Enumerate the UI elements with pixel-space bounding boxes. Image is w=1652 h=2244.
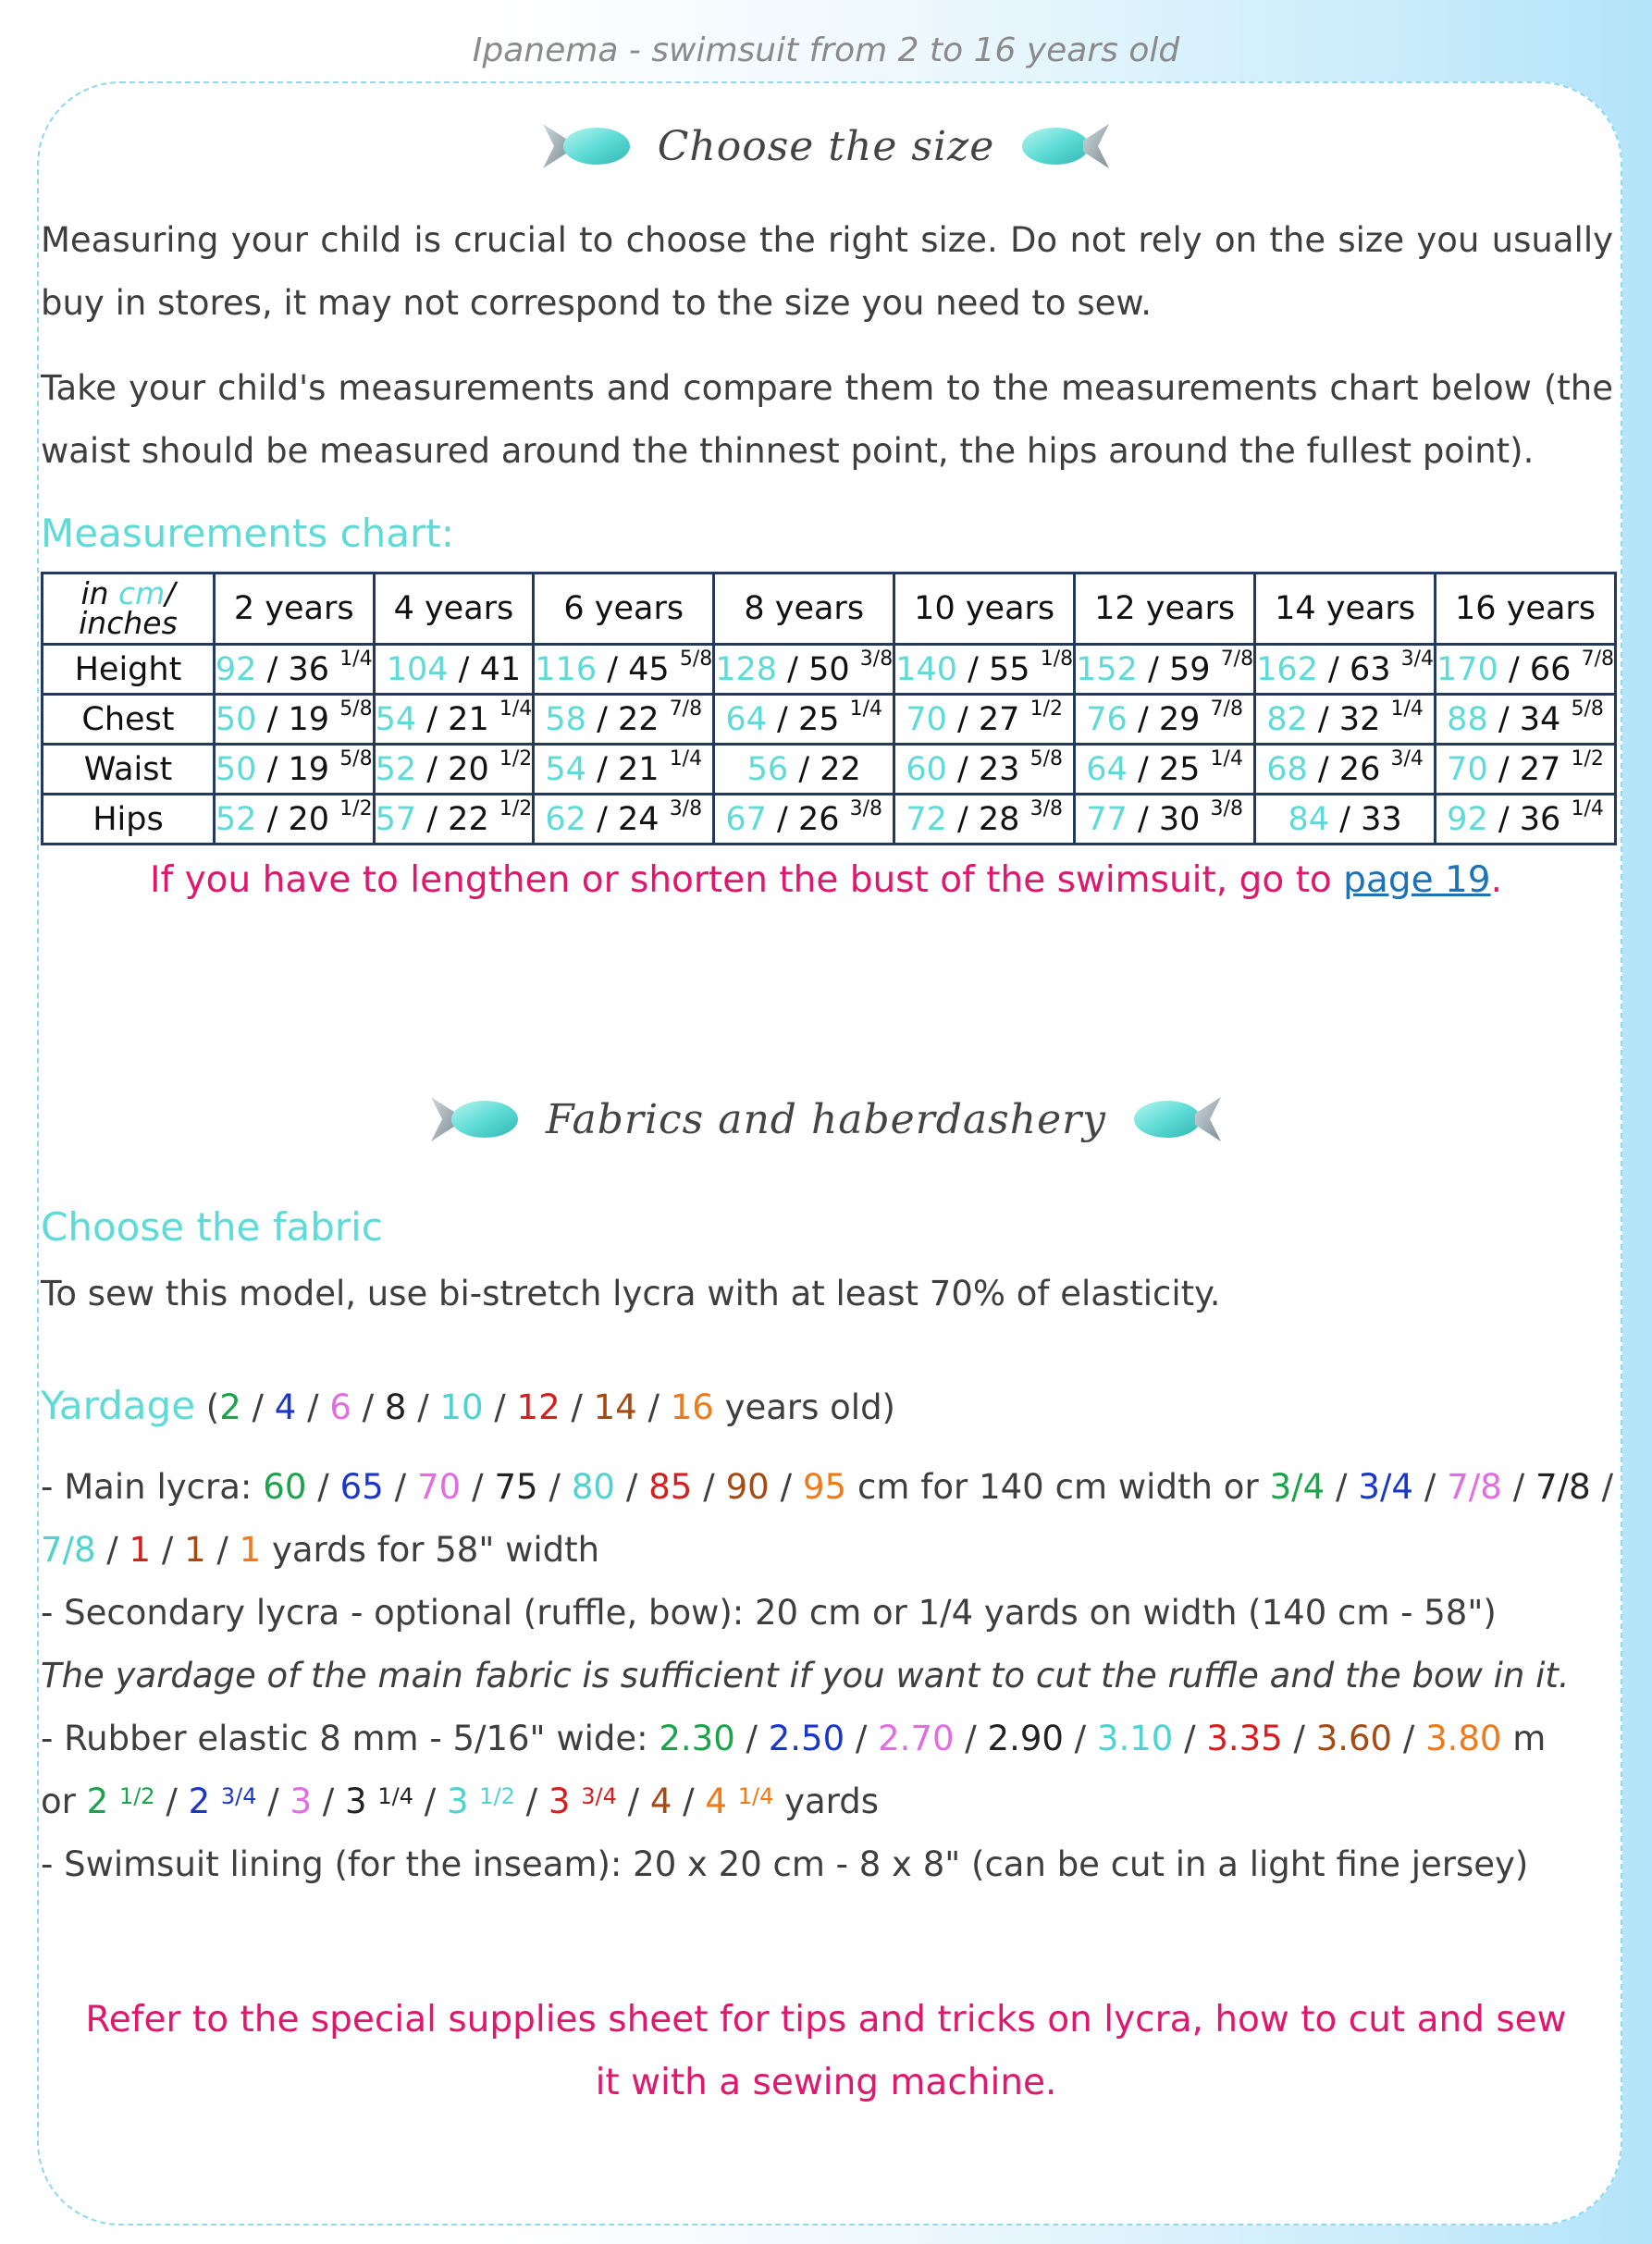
inch-value: / 22 [788, 750, 861, 788]
measurement-cell [534, 695, 714, 745]
column-header: 14 years [1255, 573, 1436, 645]
size-value: 12 [516, 1387, 561, 1427]
measurement-cell [534, 745, 714, 795]
size-value: 2.50 [768, 1719, 845, 1758]
cm-value: 50 [215, 750, 257, 788]
size-value: 6 [329, 1387, 351, 1427]
inch-value: / 34 [1487, 700, 1561, 738]
cm-value: 128 [715, 650, 778, 688]
heading-text: Choose the size [657, 122, 995, 170]
size-value: 70 [417, 1467, 462, 1507]
inch-fraction: 1/2 [499, 796, 533, 820]
inch-fraction: 3/8 [1029, 796, 1063, 820]
cm-value: 50 [215, 700, 257, 738]
size-value: 3.60 [1315, 1719, 1393, 1758]
measurement-cell [894, 695, 1075, 745]
elastic-line: - Rubber elastic 8 mm - 5/16" wide: 2.30 / 2.50 / 2.70 / 2.90 / 3.10 / 3.35 / 3.60 / 3.80 m or 2 $^{1/2}$ / 2 $^{3/4}$ / 3 / 3 $^{1/4}$ / 3 $^{1/2}$ / 3 $^{3/4}$ / 4 / 4 $^{1/4}$ yards [41, 1719, 1547, 1821]
candy-right-icon [1018, 118, 1111, 174]
column-header: 2 years [214, 573, 374, 645]
secondary-lycra-line: - Secondary lycra - optional (ruffle, bow): 20 cm or 1/4 yards on width (140 cm - 58") [41, 1593, 1497, 1633]
measurement-cell [1255, 645, 1436, 695]
size-value: 65 [339, 1467, 384, 1507]
measurement-cell [214, 795, 374, 845]
cm-value: 84 [1288, 800, 1330, 838]
size-value: 85 [648, 1467, 693, 1507]
measurement-cell [1075, 695, 1255, 745]
yard-fraction: 3/4 [220, 1783, 257, 1809]
inch-value: / 63 [1317, 650, 1391, 688]
inch-fraction: 1/4 [669, 746, 703, 771]
measurement-cell [374, 795, 534, 845]
cm-value: 70 [1447, 750, 1488, 788]
inch-fraction: 1/2 [1029, 697, 1063, 721]
inch-value: / 45 [597, 650, 670, 688]
cm-value: 170 [1436, 650, 1498, 688]
size-value: 7/8 [1447, 1467, 1502, 1507]
cm-value: 92 [1447, 800, 1488, 838]
cm-value: 77 [1086, 800, 1128, 838]
column-header: 4 years [374, 573, 534, 645]
inch-fraction: 7/8 [1210, 697, 1243, 721]
column-header: 16 years [1436, 573, 1616, 645]
measurement-cell [1436, 795, 1616, 845]
measurement-cell [214, 745, 374, 795]
page-link[interactable]: page 19 [1343, 859, 1491, 901]
inch-value: / 66 [1498, 650, 1572, 688]
cm-value: 70 [906, 700, 947, 738]
cm-value: 62 [545, 800, 586, 838]
inch-value: / 28 [946, 800, 1020, 838]
cm-value: 88 [1447, 700, 1488, 738]
inch-fraction: 1/4 [1210, 746, 1243, 771]
size-value: 1 [184, 1530, 206, 1570]
table-row [43, 645, 1616, 695]
intro-paragraph: Measuring your child is crucial to choose the right size. Do not rely on the size you usually buy in stores, it may not correspond to the size you need to sew. [41, 220, 1613, 323]
inch-value: / 30 [1127, 800, 1201, 838]
inch-value: / 22 [586, 700, 660, 738]
inch-value: / 20 [416, 750, 489, 788]
inch-fraction: 1/4 [849, 697, 883, 721]
size-value: 3 [290, 1782, 313, 1821]
cm-value: 72 [906, 800, 947, 838]
column-header: 12 years [1075, 573, 1255, 645]
inch-fraction: 3/4 [1390, 746, 1424, 771]
inch-value: / 22 [416, 800, 489, 838]
yard-fraction: 3/4 [581, 1783, 617, 1809]
yard-fraction: 1/4 [377, 1783, 413, 1809]
measurement-cell [1436, 645, 1616, 695]
inch-value: / 26 [766, 800, 840, 838]
measurement-cell [714, 745, 894, 795]
measurement-cell [374, 645, 534, 695]
inch-value: / 36 [1487, 800, 1561, 838]
inch-value: / 26 [1307, 750, 1381, 788]
measurement-cell [534, 795, 714, 845]
cm-value: 67 [725, 800, 767, 838]
measure-paragraph: Take your child's measurements and compare them to the measurements chart below (the waist should be measured around the thinnest point, the hips around the fullest point). [41, 368, 1613, 471]
measurement-cell [894, 795, 1075, 845]
measurement-cell [534, 645, 714, 695]
size-value: 2 [219, 1387, 241, 1427]
cm-value: 140 [895, 650, 957, 688]
size-value: 2.90 [987, 1719, 1064, 1758]
size-value: 3 $^{3/4}$ [548, 1782, 617, 1821]
chart-title: Measurements chart: [41, 511, 454, 556]
inch-fraction: 1/2 [1571, 746, 1604, 771]
size-value: 4 [274, 1387, 297, 1427]
size-value: 4 $^{1/4}$ [705, 1782, 774, 1821]
inch-fraction: 3/8 [859, 647, 894, 671]
cm-value: 64 [1086, 750, 1128, 788]
size-value: 2.70 [878, 1719, 955, 1758]
inch-fraction: 5/8 [679, 647, 713, 671]
cm-value: 54 [375, 700, 417, 738]
measurement-cell [374, 695, 534, 745]
inch-value: / 19 [256, 700, 330, 738]
cm-value: 52 [215, 800, 257, 838]
cm-value: 52 [375, 750, 417, 788]
table-header-row [43, 573, 1616, 645]
inch-value: / 50 [777, 650, 850, 688]
inch-fraction: 5/8 [1571, 697, 1604, 721]
size-value: 7/8 [41, 1530, 96, 1570]
size-value: 3/4 [1269, 1467, 1325, 1507]
inch-value: / 59 [1137, 650, 1211, 688]
inch-value: / 36 [256, 650, 330, 688]
bust-note: If you have to lengthen or shorten the bust of the swimsuit, go to page 19. [149, 859, 1503, 901]
table-row [43, 745, 1616, 795]
measurement-cell [214, 695, 374, 745]
heading-fabrics [0, 1091, 1652, 1147]
size-value: 2 $^{1/2}$ [86, 1782, 155, 1821]
choose-fabric-text: To sew this model, use bi-stretch lycra with at least 70% of elasticity. [41, 1274, 1221, 1313]
size-value: 3 $^{1/2}$ [446, 1782, 515, 1821]
size-value: 4 [649, 1782, 672, 1821]
lining-line: - Swimsuit lining (for the inseam): 20 x 20 cm - 8 x 8" (can be cut in a light fine jersey) [41, 1844, 1529, 1884]
size-value: 3.35 [1206, 1719, 1283, 1758]
cm-value: 64 [725, 700, 767, 738]
inch-fraction: 1/2 [499, 746, 533, 771]
measurements-table [41, 572, 1617, 845]
cm-value: 104 [386, 650, 449, 688]
column-header: 6 years [534, 573, 714, 645]
row-label: Hips [43, 795, 215, 845]
yard-fraction: 1/2 [118, 1783, 155, 1809]
measurement-cell [714, 695, 894, 745]
size-value: 14 [593, 1387, 637, 1427]
inch-fraction: 1/4 [1390, 697, 1424, 721]
cm-value: 116 [535, 650, 598, 688]
table-row [43, 695, 1616, 745]
row-label: Waist [43, 745, 215, 795]
size-value: 10 [439, 1387, 484, 1427]
inch-fraction: 1/2 [339, 796, 373, 820]
measurement-cell [1075, 745, 1255, 795]
size-value: 75 [494, 1467, 538, 1507]
size-value: 3 $^{1/4}$ [345, 1782, 413, 1821]
measurement-cell [894, 645, 1075, 695]
column-header: 10 years [894, 573, 1075, 645]
inch-value: / 29 [1127, 700, 1201, 738]
cm-value: 82 [1266, 700, 1308, 738]
table-row [43, 795, 1616, 845]
inch-fraction: 7/8 [1581, 647, 1614, 671]
candy-left-icon [541, 118, 634, 174]
cm-value: 54 [545, 750, 586, 788]
measurement-cell [1255, 695, 1436, 745]
inch-value: / 20 [256, 800, 330, 838]
candy-right-icon [1130, 1091, 1223, 1147]
cm-value: 57 [375, 800, 417, 838]
heading-choose-size [0, 118, 1652, 174]
size-value: 7/8 [1535, 1467, 1591, 1507]
yardage-line: Yardage (2 / 4 / 6 / 8 / 10 / 12 / 14 / 16 years old) [41, 1383, 895, 1428]
inch-fraction: 5/8 [1029, 746, 1063, 771]
yardage-note: The yardage of the main fabric is sufficient if you want to cut the ruffle and the bow in it. [41, 1656, 1570, 1695]
choose-fabric-title: Choose the fabric [41, 1204, 383, 1250]
inch-value: / 25 [766, 700, 840, 738]
size-value: 60 [263, 1467, 307, 1507]
yard-fraction: 1/4 [737, 1783, 774, 1809]
row-label: Chest [43, 695, 215, 745]
measurement-cell [214, 645, 374, 695]
measurement-cell [1075, 645, 1255, 695]
inch-value: / 25 [1127, 750, 1201, 788]
size-value: 16 [670, 1387, 714, 1427]
main-lycra-line: - Main lycra: 60 / 65 / 70 / 75 / 80 / 85 / 90 / 95 cm for 140 cm width or 3/4 / 3/4 / 7/8 / 7/8 / 7/8 / 1 / 1 / 1 yards for 58" width [41, 1467, 1614, 1570]
cm-value: 58 [545, 700, 586, 738]
measurement-cell [894, 745, 1075, 795]
inch-value: / 24 [586, 800, 660, 838]
inch-fraction: 1/4 [499, 697, 533, 721]
cm-value: 68 [1266, 750, 1308, 788]
inch-fraction: 7/8 [1220, 647, 1254, 671]
cm-value: 92 [215, 650, 257, 688]
inch-value: / 55 [957, 650, 1030, 688]
cm-value: 152 [1076, 650, 1138, 688]
inch-fraction: 5/8 [339, 697, 373, 721]
size-value: 2.30 [659, 1719, 735, 1758]
size-value: 80 [571, 1467, 615, 1507]
inch-fraction: 5/8 [339, 746, 373, 771]
inch-fraction: 3/4 [1400, 647, 1435, 671]
measurement-cell [1436, 745, 1616, 795]
inch-value: / 32 [1307, 700, 1381, 738]
inch-value: / 21 [586, 750, 660, 788]
measurement-cell [1436, 695, 1616, 745]
inch-fraction: 1/8 [1040, 647, 1074, 671]
inch-value: / 41 [448, 650, 522, 688]
size-value: 1 [239, 1530, 262, 1570]
cm-value: 60 [906, 750, 947, 788]
unit-header: in cm/ inches [43, 573, 215, 645]
inch-value: / 27 [946, 700, 1020, 738]
inch-fraction: 7/8 [669, 697, 703, 721]
size-value: 2 $^{3/4}$ [188, 1782, 257, 1821]
document-title: Ipanema - swimsuit from 2 to 16 years old [472, 31, 1180, 69]
measurement-cell [1075, 795, 1255, 845]
row-label: Height [43, 645, 215, 695]
size-value: 3.80 [1425, 1719, 1502, 1758]
inch-value: / 33 [1329, 800, 1402, 838]
cm-value: 76 [1086, 700, 1128, 738]
inch-fraction: 3/8 [1210, 796, 1243, 820]
size-value: 3.10 [1096, 1719, 1174, 1758]
size-value: 95 [803, 1467, 847, 1507]
heading-text: Fabrics and haberdashery [545, 1095, 1107, 1143]
measurement-cell [714, 795, 894, 845]
measurement-cell [1255, 745, 1436, 795]
inch-fraction: 3/8 [669, 796, 703, 820]
measurement-cell [374, 745, 534, 795]
inch-value: / 27 [1487, 750, 1561, 788]
size-value: 3/4 [1358, 1467, 1413, 1507]
inch-value: / 19 [256, 750, 330, 788]
inch-value: / 23 [946, 750, 1020, 788]
candy-left-icon [429, 1091, 522, 1147]
inch-fraction: 1/4 [339, 647, 373, 671]
measurement-cell [714, 645, 894, 695]
size-value: 1 [129, 1530, 152, 1570]
column-header: 8 years [714, 573, 894, 645]
inch-fraction: 3/8 [849, 796, 883, 820]
inch-value: / 21 [416, 700, 489, 738]
measurement-cell [1255, 795, 1436, 845]
size-value: 90 [725, 1467, 770, 1507]
refer-note: Refer to the special supplies sheet for tips and tricks on lycra, how to cut and sew it with a sewing machine. [85, 1999, 1567, 2103]
yard-fraction: 1/2 [479, 1783, 515, 1809]
cm-value: 56 [746, 750, 789, 788]
inch-fraction: 1/4 [1571, 796, 1604, 820]
size-value: 8 [384, 1387, 407, 1427]
cm-value: 162 [1256, 650, 1318, 688]
